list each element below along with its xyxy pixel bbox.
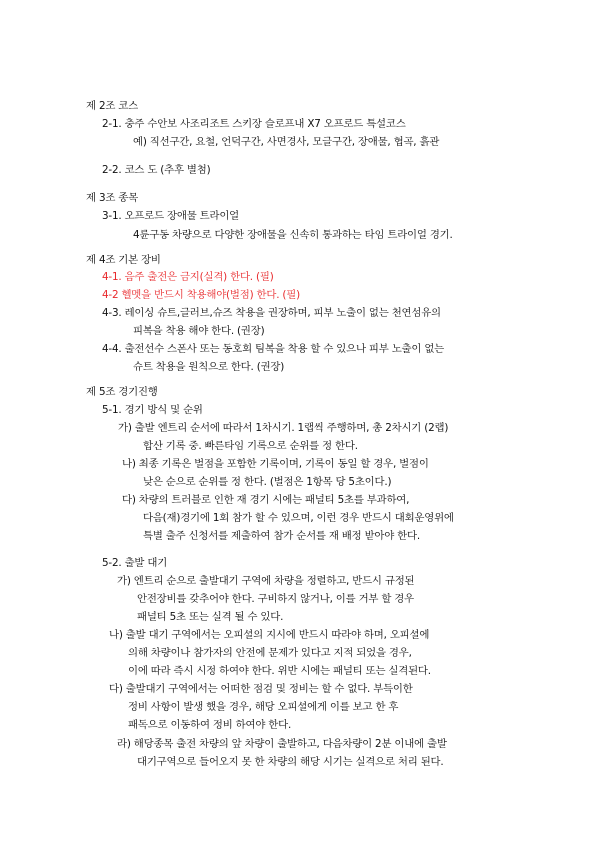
article-5-1-da-line-1: 다) 차량의 트러블로 인한 재 경기 시에는 패널티 5초를 부과하여, [122, 494, 410, 506]
article-5-2-da-line-1: 다) 출발대기 구역에서는 어떠한 점검 및 정비는 할 수 없다. 부득이한 [109, 683, 413, 695]
article-2-1-line-2: 예) 직선구간, 요철, 언덕구간, 사면경사, 모글구간, 장애물, 협곡, 흙관 [133, 136, 440, 148]
article-5-2-na-line-1: 나) 출발 대기 구역에서는 오피셜의 지시에 반드시 따라야 하며, 오피셜에 [109, 629, 430, 641]
article-5-1-na-line-2: 낮은 순으로 순위를 정 한다. (벌점은 1항목 당 5초이다.) [143, 476, 392, 488]
article-5-1-da-line-2: 다음(재)경기에 1회 참가 할 수 있으며, 이런 경우 반드시 대회운영위에 [143, 512, 454, 524]
article-3-1-description: 4륜구동 차량으로 다양한 장애물을 신속히 통과하는 타임 트라이얼 경기. [133, 229, 453, 241]
article-5-heading: 제 5조 경기진행 [86, 386, 158, 398]
article-5-2-ra-line-2: 대기구역으로 들어오지 못 한 차량의 해당 시기는 실격으로 처리 된다. [137, 756, 444, 768]
article-4-4-line-2: 슈트 착용을 원칙으로 한다. (권장) [133, 361, 285, 373]
article-3-heading: 제 3조 종목 [86, 192, 138, 204]
article-2-2: 2-2. 코스 도 (추후 별첨) [102, 164, 211, 176]
article-5-2-ga-line-3: 패널티 5초 또는 실격 될 수 있다. [137, 611, 284, 623]
article-5-1-na-line-1: 나) 최종 기록은 벌점을 포함한 기록이며, 기록이 동일 할 경우, 벌점이 [122, 458, 429, 470]
article-5-1-title: 5-1. 경기 방식 및 순위 [102, 404, 203, 416]
article-4-3-line-1: 4-3. 레이싱 슈트,글러브,슈즈 착용을 권장하며, 피부 노출이 없는 천연섬유의 [102, 307, 441, 319]
article-5-2-da-line-2: 정비 사항이 발생 했을 경우, 해당 오피셜에게 이를 보고 한 후 [128, 701, 399, 713]
article-5-1-ga-line-1: 가) 출발 엔트리 순서에 따라서 1차시기. 1랩씩 주행하며, 총 2차시기 (2랩) [118, 422, 449, 434]
article-5-2-ga-line-1: 가) 엔트리 순으로 출발대기 구역에 차량을 정렬하고, 반드시 규정된 [117, 575, 415, 587]
article-5-1-da-line-3: 특별 출주 신청서를 제출하여 참가 순서를 재 배정 받아야 한다. [143, 530, 420, 542]
article-3-1: 3-1. 오프로드 장애물 트라이얼 [102, 210, 239, 222]
article-4-heading: 제 4조 기본 장비 [86, 254, 161, 266]
article-2-heading: 제 2조 코스 [86, 100, 138, 112]
article-5-2-ra-line-1: 라) 해당종목 출전 차량의 앞 차량이 출발하고, 다음차량이 2분 이내에 출발 [117, 738, 447, 750]
article-4-3-line-2: 피복을 착용 해야 한다. (권장) [133, 325, 265, 337]
article-5-2-title: 5-2. 출발 대기 [102, 557, 168, 569]
article-4-4-line-1: 4-4. 출전선수 스폰사 또는 동호회 팀복을 착용 할 수 있으나 피부 노출이 없는 [102, 343, 444, 355]
article-5-1-ga-line-2: 합산 기록 중. 빠른타임 기록으로 순위를 정 한다. [143, 440, 358, 452]
article-5-2-da-line-3: 패독으로 이동하여 정비 하여야 한다. [128, 719, 292, 731]
article-5-2-ga-line-2: 안전장비를 갖추어야 한다. 구비하지 않거나, 이를 거부 할 경우 [137, 593, 414, 605]
article-4-1-required: 4-1. 음주 출전은 금지(실격) 한다. (필) [102, 271, 274, 283]
article-5-2-na-line-2: 의해 차량이나 참가자의 안전에 문제가 있다고 지적 되었을 경우, [128, 647, 412, 659]
article-5-2-na-line-3: 이에 따라 즉시 시정 하여야 한다. 위반 시에는 패널티 또는 실격된다. [128, 665, 431, 677]
article-2-1-line-1: 2-1. 충주 수안보 사조리조트 스키장 슬로프내 X7 오프로드 특설코스 [102, 118, 406, 130]
article-4-2-required: 4-2 헬멧을 반드시 착용해야(벌점) 한다. (필) [102, 289, 300, 301]
